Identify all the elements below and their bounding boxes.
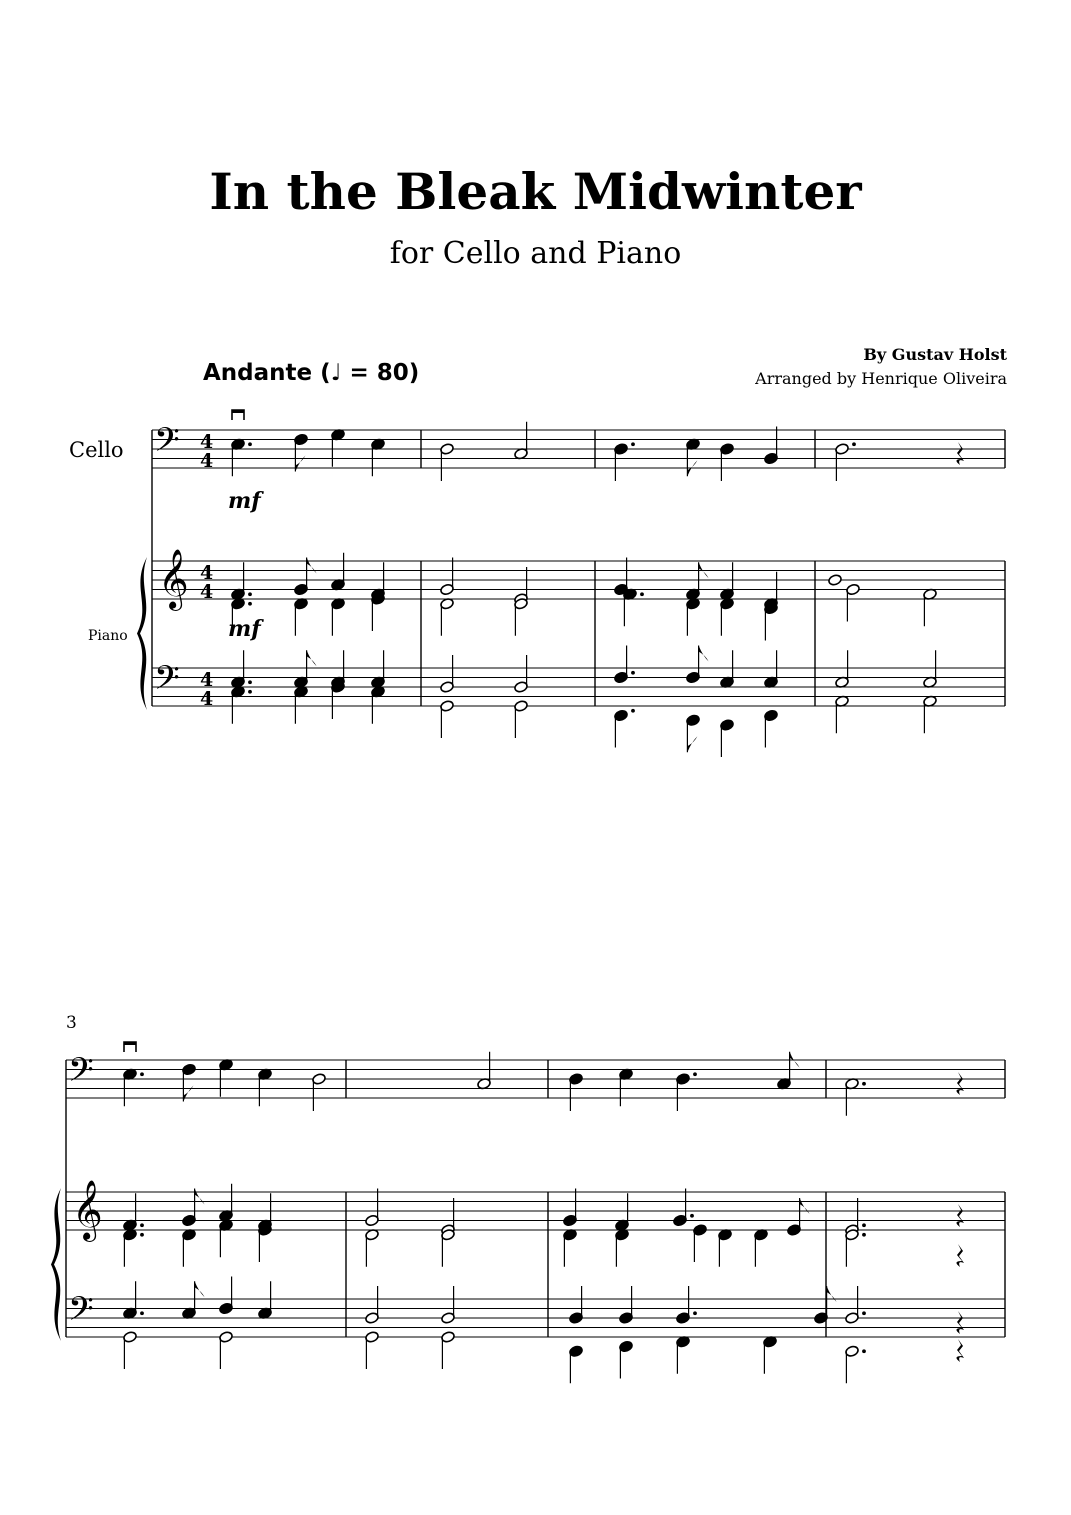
time-signature-bottom: 4 — [200, 688, 214, 711]
dot — [248, 690, 252, 694]
flag — [183, 1086, 193, 1102]
flag — [307, 558, 317, 574]
dot — [862, 1349, 866, 1353]
bass-clef-icon: 𝄢 — [154, 659, 180, 706]
notehead — [828, 574, 843, 587]
bass-clef-icon: 𝄢 — [154, 421, 180, 468]
treble-clef-icon: 𝄞 — [72, 1180, 103, 1241]
quarter-rest-icon — [956, 1339, 964, 1362]
dot — [862, 1311, 866, 1315]
bass-clef-icon: 𝄢 — [68, 1051, 94, 1098]
dot — [248, 602, 252, 606]
dot — [690, 1214, 694, 1218]
quarter-rest-icon — [956, 1204, 964, 1227]
quarter-rest-icon — [956, 442, 964, 465]
dot — [248, 680, 252, 684]
flag — [195, 1281, 205, 1297]
quarter-rest-icon — [956, 1311, 964, 1334]
tempo-text: Andante ( — [203, 360, 331, 386]
flag — [699, 646, 709, 662]
dot — [140, 1223, 144, 1227]
dot — [693, 1311, 697, 1315]
quarter-rest-icon — [956, 1072, 964, 1095]
dot — [862, 1223, 866, 1227]
dot — [140, 1233, 144, 1237]
dot — [631, 709, 635, 713]
flag — [800, 1198, 810, 1214]
down-bow-bar — [124, 1042, 136, 1045]
clefs — [68, 422, 213, 1337]
dynamic-mf: mf — [228, 616, 261, 642]
flag — [295, 456, 305, 472]
time-signature-top: 4 — [200, 562, 214, 585]
piano-instrument-label: Piano — [88, 628, 128, 644]
arranger-credit: Arranged by Henrique Oliveira — [755, 369, 1007, 388]
dot — [862, 1082, 866, 1086]
bass-clef-icon: 𝄢 — [68, 1290, 94, 1337]
quarter-note-icon: ♩ — [330, 360, 342, 386]
flag — [195, 1189, 205, 1205]
time-signature-bottom: 4 — [200, 581, 214, 604]
flag — [687, 736, 697, 752]
piano-brace — [51, 1188, 61, 1341]
flag — [307, 650, 317, 666]
treble-clef-icon: 𝄞 — [158, 549, 189, 610]
dot — [248, 442, 252, 446]
dot — [631, 671, 635, 675]
dot — [140, 1072, 144, 1076]
dot — [852, 442, 856, 446]
tempo-bpm: = 80) — [341, 360, 420, 386]
quarter-rest-icon — [956, 1244, 964, 1267]
time-signature-bottom: 4 — [200, 450, 214, 473]
dot — [631, 442, 635, 446]
flag — [827, 1286, 837, 1302]
dot — [140, 1311, 144, 1315]
piece-title: In the Bleak Midwinter — [209, 162, 862, 221]
time-signature-top: 4 — [200, 431, 214, 454]
down-bow-bar — [232, 410, 244, 413]
dot — [248, 592, 252, 596]
dynamic-mf: mf — [228, 488, 261, 514]
dot — [862, 1233, 866, 1237]
notes — [123, 422, 964, 1384]
measure-number: 3 — [66, 1013, 77, 1033]
piano-brace — [137, 557, 147, 710]
cello-instrument-label: Cello — [69, 438, 124, 462]
dot — [640, 592, 644, 596]
piece-subtitle: for Cello and Piano — [389, 236, 682, 271]
time-signature-top: 4 — [200, 669, 214, 692]
dot — [693, 1072, 697, 1076]
composer-credit: By Gustav Holst — [863, 345, 1007, 364]
